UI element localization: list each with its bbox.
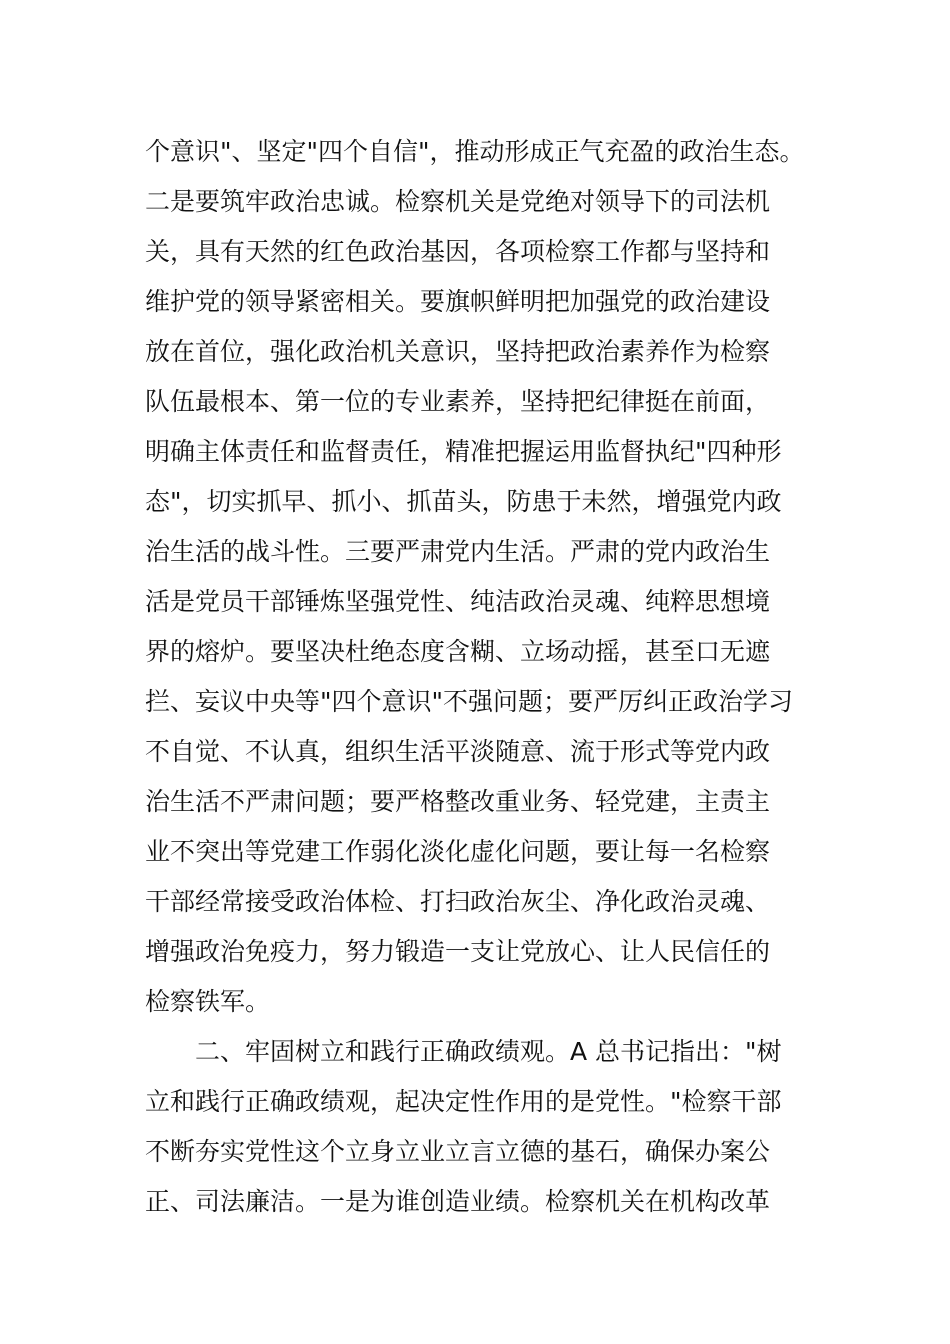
text-line: 干部经常接受政治体检、打扫政治灰尘、净化政治灵魂、 [145, 887, 771, 916]
text-line: 队伍最根本、第一位的专业素养，坚持把纪律挺在前面， [145, 387, 771, 416]
text-line: 治生活不严肃问题；要严格整改重业务、轻党建，主责主 [145, 787, 771, 816]
body-text [145, 127, 815, 1227]
text-line: 不自觉、不认真，组织生活平淡随意、流于形式等党内政 [145, 737, 771, 766]
text-line: 不断夯实党性这个立身立业立言立德的基石，确保办案公 [145, 1137, 771, 1166]
text-line: 界的熔炉。要坚决杜绝态度含糊、立场动摇，甚至口无遮 [145, 637, 771, 666]
text-line: 关，具有天然的红色政治基因，各项检察工作都与坚持和 [145, 237, 771, 266]
text-line: 治生活的战斗性。三要严肃党内生活。严肃的党内政治生 [145, 537, 771, 566]
text-line: 增强政治免疫力，努力锻造一支让党放心、让人民信任的 [145, 937, 771, 966]
text-line: 正、司法廉洁。一是为谁创造业绩。检察机关在机构改革 [145, 1187, 771, 1216]
text-line: 二是要筑牢政治忠诚。检察机关是党绝对领导下的司法机 [145, 187, 771, 216]
text-line: 二、牢固树立和践行正确政绩观。A 总书记指出："树 [145, 1037, 782, 1066]
text-line: 检察铁军。 [145, 987, 271, 1016]
text-line: 业不突出等党建工作弱化淡化虚化问题，要让每一名检察 [145, 837, 771, 866]
text-line: 立和践行正确政绩观，起决定性作用的是党性。"检察干部 [145, 1087, 782, 1116]
text-line: 态"，切实抓早、抓小、抓苗头，防患于未然，增强党内政 [145, 487, 782, 516]
text-line: 明确主体责任和监督责任，精准把握运用监督执纪"四种形 [145, 437, 782, 466]
text-line: 拦、妄议中央等"四个意识"不强问题；要严厉纠正政治学习 [145, 687, 794, 716]
text-line: 活是党员干部锤炼坚强党性、纯洁政治灵魂、纯粹思想境 [145, 587, 771, 616]
text-line: 维护党的领导紧密相关。要旗帜鲜明把加强党的政治建设 [145, 287, 771, 316]
text-line: 放在首位，强化政治机关意识，坚持把政治素养作为检察 [145, 337, 771, 366]
text-line: 个意识"、坚定"四个自信"，推动形成正气充盈的政治生态。 [145, 137, 805, 166]
